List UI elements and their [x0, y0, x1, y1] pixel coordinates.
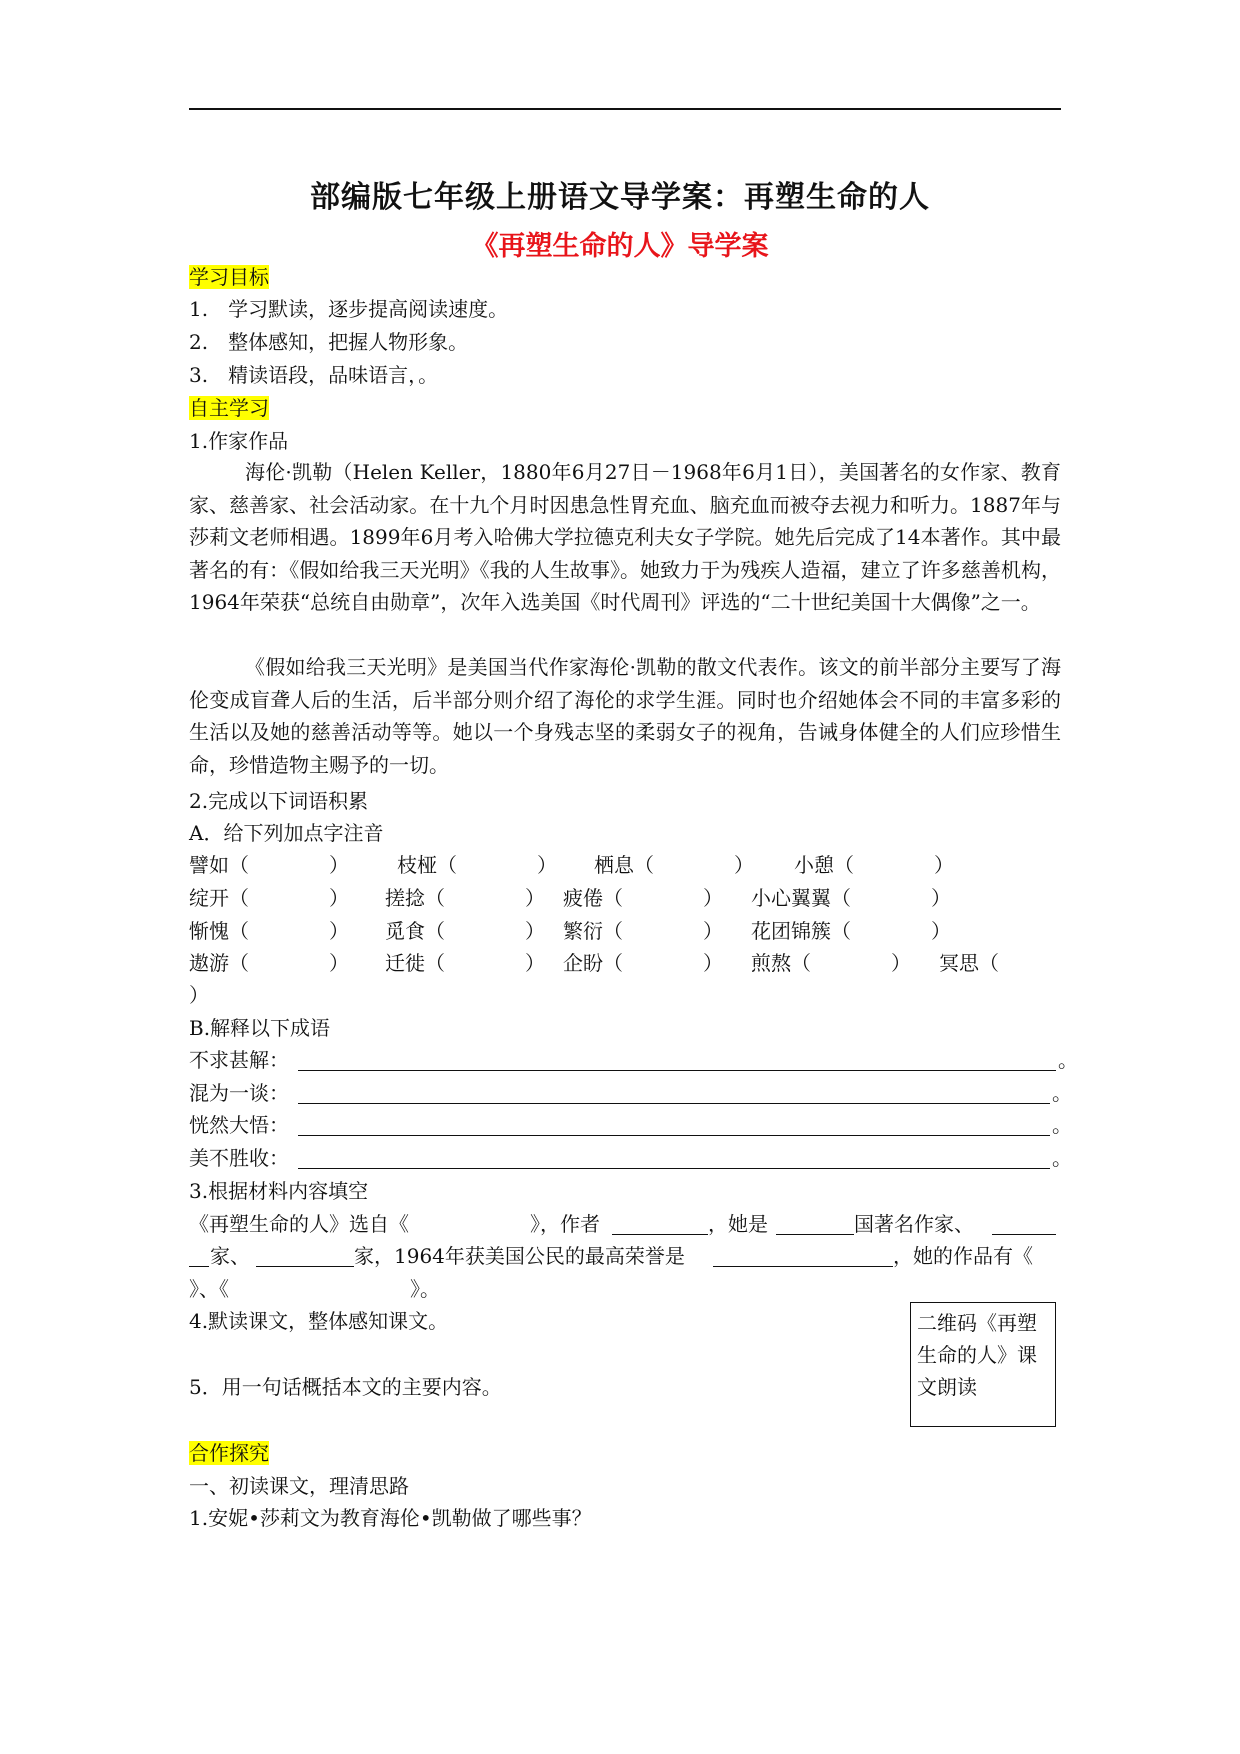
author-paragraph: 海伦·凯勒（Helen Keller，1880年6月27日－1968年6月1日），美国著名的女作家、教育家、慈善家、社会活动家。在十九个月时因患急性胃充血、脑充血而被夺去视力和听力。1887年与莎莉文老师相遇。1899年6月考入哈佛大学拉德克利夫女子学院。她先后完成了14本著作。其中最著名的有：《假如给我三天光明》《我的人生故事》。她致力于为残疾人造福，建立了许多慈善机构，1964年荣获“总统自由勋章”，次年入选美国《时代周刊》评选的“二十世纪美国十大偶像”之一。: [189, 460, 1061, 614]
subsection-heading: B.解释以下成语: [189, 1016, 331, 1040]
fill-text: 国著名作家、: [854, 1212, 974, 1236]
fill-text: 》。: [410, 1277, 440, 1301]
word-item: 小憩（ ）: [794, 853, 954, 877]
section-heading-cooperate: 合作探究: [189, 1441, 269, 1465]
idiom-label: 恍然大悟：: [189, 1113, 289, 1137]
idiom-end: 。: [1058, 1048, 1078, 1072]
word-item: 栖息（ ）: [594, 853, 754, 877]
subsection-heading: 1.作家作品: [189, 429, 289, 453]
goal-item: 1. 学习默读，逐步提高阅读速度。: [189, 297, 509, 321]
word-row: [189, 950, 1069, 976]
fill-text: 》、《: [189, 1277, 229, 1301]
word-item: 花团锦簇（ ）: [751, 919, 951, 943]
fill-blank-role2[interactable]: [256, 1266, 354, 1267]
goal-item: 3. 精读语段，品味语言，。: [189, 363, 439, 387]
subsection-heading: 一、初读课文，理清思路: [189, 1474, 409, 1498]
work-paragraph: 《假如给我三天光明》是美国当代作家海伦·凯勒的散文代表作。该文的前半部分主要写了海伦变成盲聋人后的生活，后半部分则介绍了海伦的求学生涯。同时也介绍她体会不同的丰富多彩的生活以及她的慈善活动等等。她以一个身残志坚的柔弱女子的视角，告诫身体健全的人们应珍惜生命，珍惜造物主赐予的一切。: [189, 655, 1061, 777]
idiom-label: 美不胜收：: [189, 1146, 289, 1170]
word-item: 企盼（ ）: [563, 951, 723, 975]
word-item: 繁衍（ ）: [563, 919, 723, 943]
word-item: 枝桠（ ）: [397, 853, 557, 877]
word-item: 疲倦（ ）: [563, 886, 723, 910]
subsection-heading: 2.完成以下词语积累: [189, 789, 369, 813]
goal-item: 2. 整体感知，把握人物形象。: [189, 330, 469, 354]
subsection-heading: 4.默读课文，整体感知课文。: [189, 1309, 449, 1333]
word-row: [189, 885, 1069, 911]
word-item: 遨游（ ）: [189, 951, 349, 975]
fill-blank-role[interactable]: [992, 1234, 1056, 1235]
word-item: 搓捻（ ）: [385, 886, 545, 910]
fill-text: 家、: [210, 1244, 250, 1268]
idiom-answer-line[interactable]: [298, 1070, 1056, 1071]
word-wrap: ）: [189, 983, 209, 1007]
subsection-heading: A．给下列加点字注音: [189, 821, 384, 845]
page-title: 部编版七年级上册语文导学案：再塑生命的人: [310, 180, 930, 215]
qr-code-box: 二维码《再塑生命的人》课文朗读: [910, 1302, 1056, 1427]
word-item: 冥思（: [939, 951, 999, 975]
page-subtitle: 《再塑生命的人》导学案: [471, 231, 769, 262]
idiom-label: 不求甚解：: [189, 1048, 289, 1072]
word-row: [189, 918, 1069, 944]
word-item: 譬如（ ）: [189, 853, 349, 877]
idiom-answer-line[interactable]: [298, 1168, 1050, 1169]
word-item: 惭愧（ ）: [189, 919, 349, 943]
fill-text: 家，1964年获美国公民的最高荣誉是: [354, 1244, 685, 1268]
section-heading-self-study: 自主学习: [189, 396, 269, 420]
subsection-heading: 5．用一句话概括本文的主要内容。: [189, 1375, 502, 1399]
subsection-heading: 3.根据材料内容填空: [189, 1179, 369, 1203]
fill-blank-country[interactable]: [776, 1234, 854, 1235]
header-rule: [189, 108, 1061, 110]
fill-text: 《再塑生命的人》选自《: [189, 1212, 409, 1236]
question-item: 1.安妮•莎莉文为教育海伦•凯勒做了哪些事？: [189, 1506, 592, 1530]
fill-blank-honor[interactable]: [713, 1266, 893, 1267]
word-row: [189, 852, 1069, 878]
word-item: 迁徙（ ）: [385, 951, 545, 975]
idiom-end: 。: [1052, 1146, 1072, 1170]
idiom-answer-line[interactable]: [298, 1135, 1050, 1136]
fill-text: ，她的作品有《: [893, 1244, 1033, 1268]
word-item: 小心翼翼（ ）: [751, 886, 951, 910]
fill-blank-role-cont[interactable]: [189, 1266, 209, 1267]
fill-blank-author[interactable]: [612, 1234, 708, 1235]
word-item: 煎熬（ ）: [751, 951, 911, 975]
word-item: 绽开（ ）: [189, 886, 349, 910]
idiom-end: 。: [1052, 1113, 1072, 1137]
word-item: 觅食（ ）: [385, 919, 545, 943]
fill-text: ，她是: [708, 1212, 768, 1236]
idiom-answer-line[interactable]: [298, 1103, 1050, 1104]
idiom-label: 混为一谈：: [189, 1081, 289, 1105]
fill-text: 》，作者: [530, 1212, 600, 1236]
section-heading-goals: 学习目标: [189, 265, 269, 289]
idiom-end: 。: [1052, 1081, 1072, 1105]
